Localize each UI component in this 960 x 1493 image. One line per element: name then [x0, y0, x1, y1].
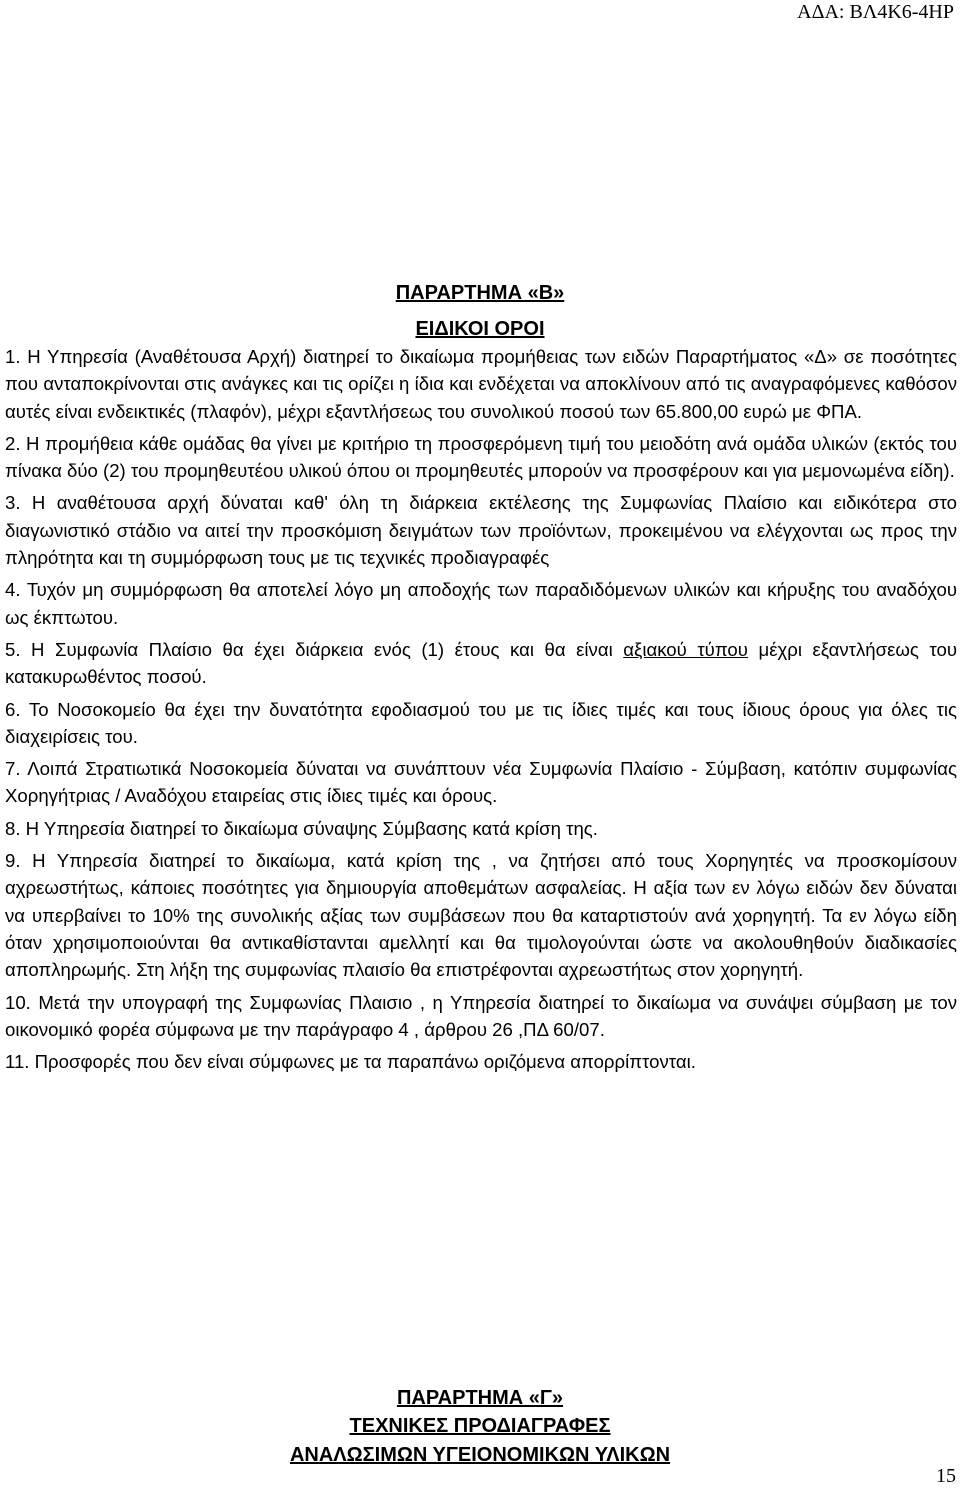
term-paragraph-5-start: 5. Η Συμφωνία Πλαίσιο θα έχει διάρκεια ενός (1) έτους και θα είναι: [5, 638, 624, 660]
term-paragraph-8: 8. Η Υπηρεσία διατηρεί το δικαίωμα σύναψης Σύμβασης κατά κρίση της.: [5, 817, 598, 839]
term-paragraph-2: 2. Η προμήθεια κάθε ομάδας θα γίνει με κριτήριο τη προσφερόμενη τιμή του μειοδότη ανά ομάδα υλικών (εκτός του πίνακα δύο (2) του προμηθευτέου υλικού όπου οι προμηθευτές μπορούν να προσφέρουν και για μεμονωμένα είδη).: [5, 432, 957, 482]
term-paragraph-7: 7. Λοιπά Στρατιωτικά Νοσοκομεία δύναται να συνάπτουν νέα Συμφωνία Πλαίσιο - Σύμβαση, κατόπιν συμφωνίας Χορηγήτριας / Αναδόχου εταιρείας στις ίδιες τιμές και όρους.: [5, 758, 957, 807]
annex-c-line-3: ΑΝΑΛΩΣΙΜΩΝ ΥΓΕΙΟΝΟΜΙΚΩΝ ΥΛΙΚΩΝ: [289, 1444, 671, 1466]
term-paragraph-10: 10. Μετά την υπογραφή της Συμφωνίας Πλαισιο , η Υπηρεσία διατηρεί το δικαίωμα να συνάψει σύμβαση με τον οικονομικό φορέα σύμφωνα με την παράγραφο 4 , άρθρου 26 ,ΠΔ 60/07.: [5, 991, 957, 1040]
annex-c-line-2: ΤΕΧΝΙΚΕΣ ΠΡΟΔΙΑΓΡΑΦΕΣ: [349, 1415, 611, 1437]
annex-c-title: ΠΑΡΑΡΤΗΜΑ «Γ»: [396, 1387, 564, 1409]
term-paragraph-5-end: μέχρι εξαντλήσεως του κατακυρωθέντος ποσού.: [5, 638, 958, 688]
term-paragraph-9: 9. Η Υπηρεσία διατηρεί το δικαίωμα, κατά κρίση της , να ζητήσει από τους Χορηγητές να προσκομίσουν αχρεωστήτως, κάποιες ποσότητες για δημιουργία αποθεμάτων ασφαλείας. Η αξία των εν λόγω ειδών δεν δύναται να υπερβαίνει το 10% της συνολικής αξίας των συμβάσεων που θα καταρτιστούν ανά χορηγητή. Τα εν λόγω είδη όταν χρησιμοποιούνται θα αντικαθίστανται αμελλητί και θα τιμολογούνται ώστε να ακολουθηθούν διαδικασίες αποπληρωμής. Στη λήξη της συμφωνίας πλαισίο θα επιστρέφονται αχρεωστήτως στον χορηγητή.: [5, 850, 957, 981]
term-paragraph-1: 1. Η Υπηρεσία (Αναθέτουσα Αρχή) διατηρεί το δικαίωμα προμήθειας των ειδών Παραρτήματος «Δ» σε ποσότητες που ανταποκρίνονται στις ανάγκες και τις ορίζει η ίδια και ενδέχεται να αποκλίνουν από τις αναγραφόμενες καθόσον αυτές είναι ενδεικτικές (πλαφόν), μέχρι εξαντλήσεως του συνολικού ποσού των 65.800,00 ευρώ με ΦΠΑ.: [5, 346, 957, 422]
annex-b-title: ΠΑΡΑΡΤΗΜΑ «Β»: [395, 282, 565, 304]
term-paragraph-3: 3. Η αναθέτουσα αρχή δύναται καθ' όλη τη διάρκεια εκτέλεσης της Συμφωνίας Πλαίσιο και ειδικότερα στο διαγωνιστικό στάδιο να αιτεί την προσκόμιση δειγμάτων των προϊόντων, προκειμένου να ελέγχονται ως προς την πληρότητα και τη συμμόρφωση τους με τις τεχνικές προδιαγραφές: [5, 492, 957, 569]
term-paragraph-11: 11. Προσφορές που δεν είναι σύμφωνες με τα παραπάνω οριζόμενα απορρίπτονται.: [5, 1051, 696, 1073]
term-paragraph-5-underlined: αξιακού τύπου: [623, 638, 748, 660]
page-number: 15: [936, 1465, 956, 1487]
special-terms-body: [5, 343, 957, 1075]
term-paragraph-5: [5, 636, 957, 691]
term-paragraph-4: 4. Τυχόν μη συμμόρφωση θα αποτελεί λόγο μη αποδοχής των παραδιδόμενων υλικών και κήρυξης του αναδόχου ως έκπτωτου.: [5, 579, 957, 628]
term-paragraph-6: 6. Το Νοσοκομείο θα έχει την δυνατότητα εφοδιασμού του με τις ίδιες τιμές και τους ίδιους όρους για όλες τις διαχειρίσεις του.: [5, 698, 957, 747]
annex-b-subtitle: ΕΙΔΙΚΟΙ ΟΡΟΙ: [415, 318, 545, 340]
ada-code: ΑΔΑ: ΒΛ4Κ6-4ΗΡ: [797, 1, 954, 23]
